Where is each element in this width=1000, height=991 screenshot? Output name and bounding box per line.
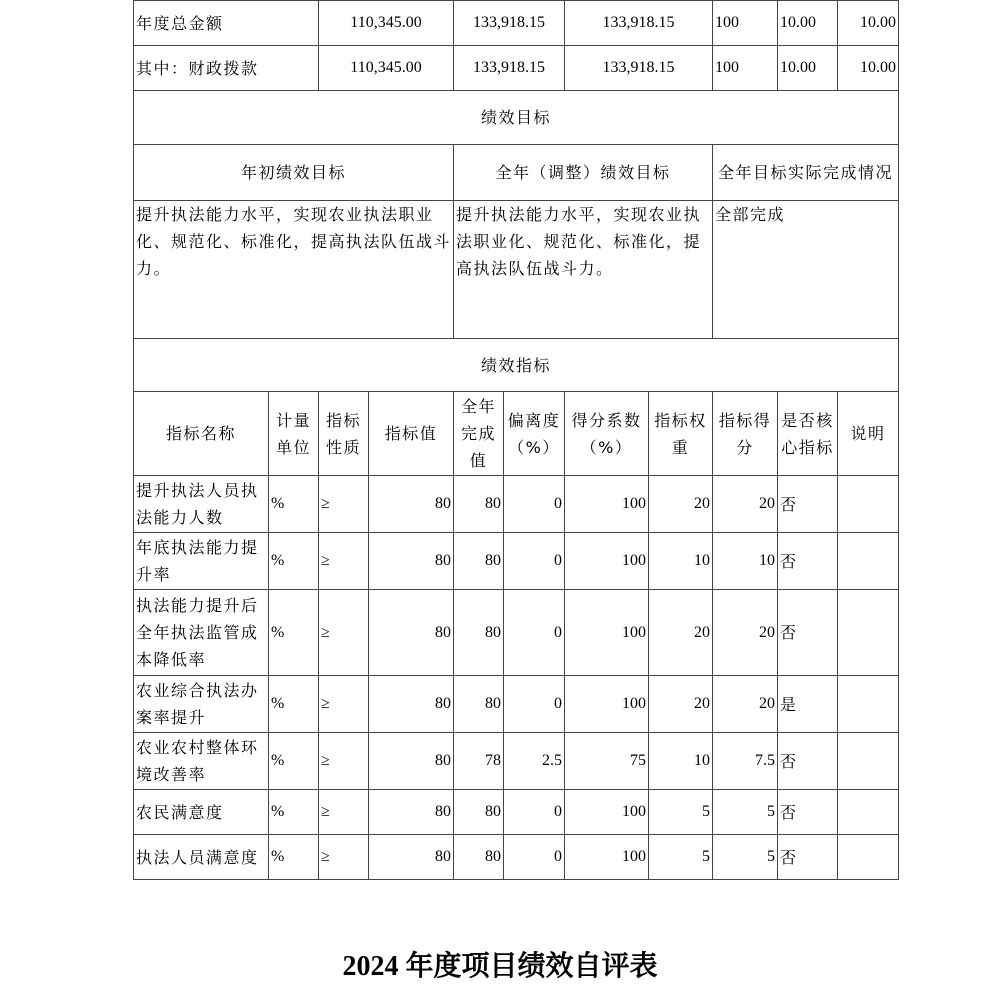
indicator-note [838, 676, 899, 733]
indicator-weight: 20 [649, 676, 713, 733]
indicator-note [838, 733, 899, 790]
budget-row [134, 46, 899, 91]
indicator-coef: 75 [565, 733, 649, 790]
goal-header-initial: 年初绩效目标 [134, 145, 454, 201]
indicator-header-row [134, 392, 899, 476]
indicator-unit: % [269, 676, 319, 733]
indicator-target: 80 [369, 476, 454, 533]
indicator-unit: % [269, 476, 319, 533]
indicator-unit: % [269, 533, 319, 590]
header-nature: 指标性质 [319, 392, 369, 476]
header-score: 指标得分 [713, 392, 778, 476]
budget-executed: 133,918.15 [565, 1, 713, 46]
indicator-target: 80 [369, 590, 454, 676]
indicator-score: 10 [713, 533, 778, 590]
indicator-unit: % [269, 790, 319, 835]
budget-initial: 110,345.00 [319, 1, 454, 46]
indicator-coef: 100 [565, 790, 649, 835]
indicator-actual: 80 [454, 835, 504, 880]
indicator-score: 5 [713, 835, 778, 880]
indicator-actual: 80 [454, 533, 504, 590]
indicator-actual: 78 [454, 733, 504, 790]
indicator-core: 否 [778, 790, 838, 835]
header-target: 指标值 [369, 392, 454, 476]
indicator-coef: 100 [565, 533, 649, 590]
indicator-nature: ≥ [319, 835, 369, 880]
indicator-core: 否 [778, 733, 838, 790]
indicator-unit: % [269, 835, 319, 880]
budget-executed: 133,918.15 [565, 46, 713, 91]
indicator-target: 80 [369, 533, 454, 590]
indicator-name: 执法能力提升后全年执法监管成本降低率 [134, 590, 269, 676]
header-deviation: 偏离度（%） [504, 392, 565, 476]
budget-adjusted: 133,918.15 [454, 1, 565, 46]
indicator-row [134, 590, 899, 676]
initial-goal-text: 提升执法能力水平，实现农业执法职业化、规范化、标准化，提高执法队伍战斗力。 [134, 201, 454, 339]
indicator-note [838, 590, 899, 676]
indicator-coef: 100 [565, 476, 649, 533]
header-core: 是否核心指标 [778, 392, 838, 476]
header-name: 指标名称 [134, 392, 269, 476]
indicator-row [134, 676, 899, 733]
indicator-core: 否 [778, 476, 838, 533]
indicator-deviation: 0 [504, 476, 565, 533]
budget-rate: 100 [713, 1, 778, 46]
indicator-core: 否 [778, 533, 838, 590]
indicator-core: 是 [778, 676, 838, 733]
indicator-nature: ≥ [319, 790, 369, 835]
indicator-name: 农业农村整体环境改善率 [134, 733, 269, 790]
indicator-coef: 100 [565, 676, 649, 733]
indicator-note [838, 533, 899, 590]
indicator-weight: 10 [649, 733, 713, 790]
header-actual: 全年完成值 [454, 392, 504, 476]
indicator-score: 20 [713, 676, 778, 733]
indicator-weight: 5 [649, 790, 713, 835]
indicator-note [838, 835, 899, 880]
indicator-nature: ≥ [319, 533, 369, 590]
next-page-title: 2024 年度项目绩效自评表 [342, 951, 658, 982]
indicator-deviation: 2.5 [504, 733, 565, 790]
budget-score: 10.00 [838, 46, 899, 91]
indicator-core: 否 [778, 590, 838, 676]
indicator-row [134, 476, 899, 533]
indicator-name: 农业综合执法办案率提升 [134, 676, 269, 733]
adjusted-goal-text: 提升执法能力水平，实现农业执法职业化、规范化、标准化，提高执法队伍战斗力。 [454, 201, 713, 339]
indicator-target: 80 [369, 733, 454, 790]
indicator-row [134, 733, 899, 790]
budget-score: 10.00 [838, 1, 899, 46]
indicator-target: 80 [369, 835, 454, 880]
indicator-deviation: 0 [504, 533, 565, 590]
indicator-nature: ≥ [319, 676, 369, 733]
indicator-deviation: 0 [504, 790, 565, 835]
indicator-name: 年底执法能力提升率 [134, 533, 269, 590]
indicator-score: 20 [713, 590, 778, 676]
budget-rate: 100 [713, 46, 778, 91]
indicator-row [134, 533, 899, 590]
indicator-coef: 100 [565, 835, 649, 880]
budget-weight: 10.00 [778, 46, 838, 91]
indicator-core: 否 [778, 835, 838, 880]
header-unit: 计量单位 [269, 392, 319, 476]
goals-section-title: 绩效目标 [134, 91, 899, 145]
indicator-deviation: 0 [504, 590, 565, 676]
indicator-score: 5 [713, 790, 778, 835]
budget-adjusted: 133,918.15 [454, 46, 565, 91]
indicator-weight: 20 [649, 476, 713, 533]
indicator-nature: ≥ [319, 476, 369, 533]
indicator-coef: 100 [565, 590, 649, 676]
indicator-score: 20 [713, 476, 778, 533]
header-note: 说明 [838, 392, 899, 476]
indicator-note [838, 476, 899, 533]
indicator-row [134, 790, 899, 835]
indicator-nature: ≥ [319, 733, 369, 790]
header-weight: 指标权重 [649, 392, 713, 476]
indicator-actual: 80 [454, 676, 504, 733]
indicator-nature: ≥ [319, 590, 369, 676]
indicator-row [134, 835, 899, 880]
indicator-target: 80 [369, 676, 454, 733]
indicators-section-title: 绩效指标 [134, 339, 899, 392]
performance-table [133, 0, 899, 880]
budget-weight: 10.00 [778, 1, 838, 46]
indicator-weight: 20 [649, 590, 713, 676]
indicator-name: 提升执法人员执法能力人数 [134, 476, 269, 533]
header-coef: 得分系数（%） [565, 392, 649, 476]
indicator-name: 执法人员满意度 [134, 835, 269, 880]
indicator-name: 农民满意度 [134, 790, 269, 835]
indicator-weight: 5 [649, 835, 713, 880]
indicator-actual: 80 [454, 476, 504, 533]
indicator-actual: 80 [454, 590, 504, 676]
indicator-deviation: 0 [504, 835, 565, 880]
indicator-score: 7.5 [713, 733, 778, 790]
actual-completion-text: 全部完成 [713, 201, 899, 339]
budget-label: 年度总金额 [134, 1, 319, 46]
budget-row [134, 1, 899, 46]
indicator-deviation: 0 [504, 676, 565, 733]
indicator-unit: % [269, 733, 319, 790]
budget-label: 其中：财政拨款 [134, 46, 319, 91]
indicator-target: 80 [369, 790, 454, 835]
goal-header-adjusted: 全年（调整）绩效目标 [454, 145, 713, 201]
indicator-actual: 80 [454, 790, 504, 835]
indicator-note [838, 790, 899, 835]
budget-initial: 110,345.00 [319, 46, 454, 91]
goal-header-actual: 全年目标实际完成情况 [713, 145, 899, 201]
indicator-weight: 10 [649, 533, 713, 590]
indicator-unit: % [269, 590, 319, 676]
